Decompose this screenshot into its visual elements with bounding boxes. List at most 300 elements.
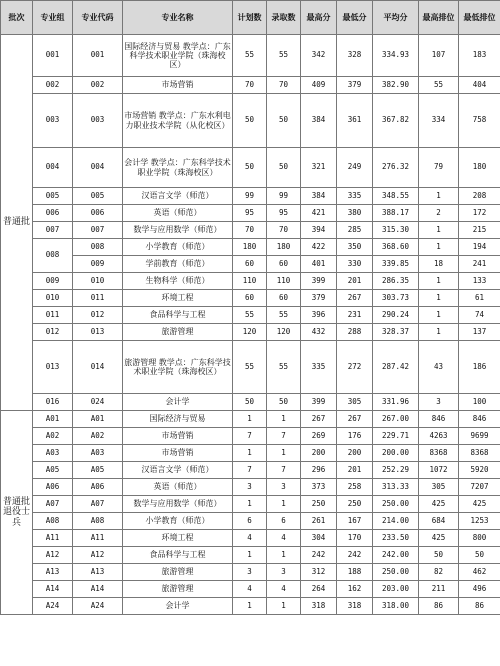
group-cell: 016 — [33, 394, 73, 411]
avg-score-cell: 286.35 — [373, 273, 419, 290]
table-row — [1, 188, 500, 205]
max-score-cell: 373 — [301, 479, 337, 496]
plan-cell: 4 — [233, 581, 267, 598]
plan-cell: 3 — [233, 479, 267, 496]
max-score-cell: 264 — [301, 581, 337, 598]
group-cell: A01 — [33, 411, 73, 428]
admit-cell: 99 — [267, 188, 301, 205]
header-max-rank: 最高排位 — [419, 1, 459, 35]
table-row — [1, 77, 500, 94]
min-score-cell: 200 — [337, 445, 373, 462]
avg-score-cell: 331.96 — [373, 394, 419, 411]
table-row — [1, 598, 500, 615]
admit-cell: 1 — [267, 547, 301, 564]
admit-cell: 3 — [267, 479, 301, 496]
group-cell: A03 — [33, 445, 73, 462]
table-row — [1, 547, 500, 564]
min-rank-cell: 61 — [459, 290, 500, 307]
max-score-cell: 432 — [301, 324, 337, 341]
table-row — [1, 428, 500, 445]
max-rank-cell: 846 — [419, 411, 459, 428]
admit-cell: 70 — [267, 222, 301, 239]
avg-score-cell: 200.00 — [373, 445, 419, 462]
group-cell: 011 — [33, 307, 73, 324]
max-rank-cell: 1 — [419, 307, 459, 324]
max-score-cell: 342 — [301, 35, 337, 77]
max-rank-cell: 107 — [419, 35, 459, 77]
max-rank-cell: 684 — [419, 513, 459, 530]
table-row — [1, 307, 500, 324]
group-cell: 006 — [33, 205, 73, 222]
admit-cell: 55 — [267, 307, 301, 324]
batch-cell: 普通批 — [1, 35, 33, 411]
avg-score-cell: 318.00 — [373, 598, 419, 615]
min-score-cell: 258 — [337, 479, 373, 496]
avg-score-cell: 276.32 — [373, 148, 419, 188]
code-cell: 004 — [73, 148, 123, 188]
max-score-cell: 421 — [301, 205, 337, 222]
plan-cell: 70 — [233, 222, 267, 239]
avg-score-cell: 382.90 — [373, 77, 419, 94]
max-score-cell: 399 — [301, 273, 337, 290]
min-rank-cell: 180 — [459, 148, 500, 188]
avg-score-cell: 334.93 — [373, 35, 419, 77]
min-score-cell: 379 — [337, 77, 373, 94]
max-score-cell: 296 — [301, 462, 337, 479]
max-score-cell: 250 — [301, 496, 337, 513]
min-score-cell: 350 — [337, 239, 373, 256]
plan-cell: 50 — [233, 148, 267, 188]
code-cell: A08 — [73, 513, 123, 530]
plan-cell: 55 — [233, 35, 267, 77]
header-plan: 计划数 — [233, 1, 267, 35]
major-cell: 市场营销 — [123, 445, 233, 462]
max-rank-cell: 18 — [419, 256, 459, 273]
group-cell: 002 — [33, 77, 73, 94]
max-rank-cell: 211 — [419, 581, 459, 598]
min-rank-cell: 208 — [459, 188, 500, 205]
group-cell: A08 — [33, 513, 73, 530]
plan-cell: 1 — [233, 547, 267, 564]
max-rank-cell: 82 — [419, 564, 459, 581]
table-row — [1, 205, 500, 222]
major-cell: 生物科学（师范） — [123, 273, 233, 290]
major-cell: 市场营销 — [123, 428, 233, 445]
admit-cell: 70 — [267, 77, 301, 94]
group-cell: A11 — [33, 530, 73, 547]
min-rank-cell: 86 — [459, 598, 500, 615]
avg-score-cell: 290.24 — [373, 307, 419, 324]
major-cell: 旅游管理 — [123, 324, 233, 341]
admit-cell: 180 — [267, 239, 301, 256]
header-min-rank: 最低排位 — [459, 1, 500, 35]
max-score-cell: 384 — [301, 188, 337, 205]
min-rank-cell: 50 — [459, 547, 500, 564]
code-cell: A06 — [73, 479, 123, 496]
code-cell: A01 — [73, 411, 123, 428]
max-rank-cell: 1 — [419, 290, 459, 307]
major-cell: 旅游管理 — [123, 581, 233, 598]
code-cell: 012 — [73, 307, 123, 324]
min-score-cell: 249 — [337, 148, 373, 188]
code-cell: A05 — [73, 462, 123, 479]
table-row — [1, 341, 500, 394]
group-cell: A07 — [33, 496, 73, 513]
max-rank-cell: 4263 — [419, 428, 459, 445]
avg-score-cell: 303.73 — [373, 290, 419, 307]
admit-cell: 95 — [267, 205, 301, 222]
max-score-cell: 384 — [301, 94, 337, 148]
table-row — [1, 256, 500, 273]
table-row — [1, 324, 500, 341]
admit-cell: 3 — [267, 564, 301, 581]
max-score-cell: 200 — [301, 445, 337, 462]
table-row — [1, 222, 500, 239]
min-score-cell: 305 — [337, 394, 373, 411]
major-cell: 英语（师范） — [123, 479, 233, 496]
min-rank-cell: 8368 — [459, 445, 500, 462]
group-cell: 007 — [33, 222, 73, 239]
major-cell: 食品科学与工程 — [123, 547, 233, 564]
max-rank-cell: 1072 — [419, 462, 459, 479]
header-row — [1, 1, 500, 35]
table-row — [1, 581, 500, 598]
min-rank-cell: 100 — [459, 394, 500, 411]
min-score-cell: 167 — [337, 513, 373, 530]
table-row — [1, 513, 500, 530]
table-row — [1, 35, 500, 77]
max-score-cell: 394 — [301, 222, 337, 239]
avg-score-cell: 267.00 — [373, 411, 419, 428]
plan-cell: 1 — [233, 598, 267, 615]
code-cell: 008 — [73, 239, 123, 256]
table-row — [1, 496, 500, 513]
group-cell: A05 — [33, 462, 73, 479]
admit-cell: 4 — [267, 581, 301, 598]
admit-cell: 1 — [267, 411, 301, 428]
max-rank-cell: 334 — [419, 94, 459, 148]
admit-cell: 6 — [267, 513, 301, 530]
min-rank-cell: 496 — [459, 581, 500, 598]
min-score-cell: 162 — [337, 581, 373, 598]
min-score-cell: 188 — [337, 564, 373, 581]
table-row — [1, 290, 500, 307]
header-code: 专业代码 — [73, 1, 123, 35]
major-cell: 环境工程 — [123, 530, 233, 547]
min-rank-cell: 9699 — [459, 428, 500, 445]
min-rank-cell: 183 — [459, 35, 500, 77]
admit-cell: 1 — [267, 496, 301, 513]
min-score-cell: 380 — [337, 205, 373, 222]
avg-score-cell: 229.71 — [373, 428, 419, 445]
min-score-cell: 201 — [337, 273, 373, 290]
group-cell: 004 — [33, 148, 73, 188]
avg-score-cell: 339.85 — [373, 256, 419, 273]
max-rank-cell: 425 — [419, 530, 459, 547]
admit-cell: 60 — [267, 256, 301, 273]
header-min-score: 最低分 — [337, 1, 373, 35]
major-cell: 旅游管理 — [123, 564, 233, 581]
min-score-cell: 285 — [337, 222, 373, 239]
major-cell: 食品科学与工程 — [123, 307, 233, 324]
min-score-cell: 201 — [337, 462, 373, 479]
plan-cell: 60 — [233, 290, 267, 307]
plan-cell: 55 — [233, 307, 267, 324]
max-rank-cell: 79 — [419, 148, 459, 188]
max-score-cell: 261 — [301, 513, 337, 530]
code-cell: A12 — [73, 547, 123, 564]
max-rank-cell: 8368 — [419, 445, 459, 462]
min-score-cell: 335 — [337, 188, 373, 205]
header-major: 专业名称 — [123, 1, 233, 35]
plan-cell: 1 — [233, 496, 267, 513]
code-cell: 005 — [73, 188, 123, 205]
max-score-cell: 409 — [301, 77, 337, 94]
table-row — [1, 94, 500, 148]
min-score-cell: 318 — [337, 598, 373, 615]
table-row — [1, 479, 500, 496]
min-rank-cell: 186 — [459, 341, 500, 394]
plan-cell: 7 — [233, 462, 267, 479]
plan-cell: 1 — [233, 445, 267, 462]
major-cell: 旅游管理 教学点：广东科学技术职业学院（珠海校区） — [123, 341, 233, 394]
max-rank-cell: 1 — [419, 273, 459, 290]
group-cell: A14 — [33, 581, 73, 598]
max-score-cell: 242 — [301, 547, 337, 564]
code-cell: 006 — [73, 205, 123, 222]
min-rank-cell: 7207 — [459, 479, 500, 496]
admit-cell: 50 — [267, 148, 301, 188]
table-row — [1, 564, 500, 581]
min-score-cell: 267 — [337, 411, 373, 428]
major-cell: 汉语言文学（师范） — [123, 462, 233, 479]
avg-score-cell: 203.00 — [373, 581, 419, 598]
code-cell: 001 — [73, 35, 123, 77]
major-cell: 环境工程 — [123, 290, 233, 307]
major-cell: 数学与应用数学（师范） — [123, 496, 233, 513]
batch-cell: 普通批退役士兵 — [1, 411, 33, 615]
code-cell: A24 — [73, 598, 123, 615]
min-score-cell: 330 — [337, 256, 373, 273]
table-row — [1, 445, 500, 462]
min-score-cell: 328 — [337, 35, 373, 77]
min-rank-cell: 758 — [459, 94, 500, 148]
group-cell: 009 — [33, 273, 73, 290]
table-body — [1, 35, 500, 615]
table-row — [1, 148, 500, 188]
min-rank-cell: 194 — [459, 239, 500, 256]
avg-score-cell: 388.17 — [373, 205, 419, 222]
max-score-cell: 269 — [301, 428, 337, 445]
plan-cell: 95 — [233, 205, 267, 222]
code-cell: 010 — [73, 273, 123, 290]
plan-cell: 4 — [233, 530, 267, 547]
admit-cell: 60 — [267, 290, 301, 307]
max-score-cell: 318 — [301, 598, 337, 615]
avg-score-cell: 368.60 — [373, 239, 419, 256]
admit-cell: 110 — [267, 273, 301, 290]
major-cell: 英语（师范） — [123, 205, 233, 222]
admit-cell: 7 — [267, 428, 301, 445]
header-admit: 录取数 — [267, 1, 301, 35]
max-rank-cell: 86 — [419, 598, 459, 615]
admit-cell: 7 — [267, 462, 301, 479]
avg-score-cell: 315.30 — [373, 222, 419, 239]
group-cell: A06 — [33, 479, 73, 496]
group-cell: 005 — [33, 188, 73, 205]
code-cell: 011 — [73, 290, 123, 307]
code-cell: 009 — [73, 256, 123, 273]
major-cell: 会计学 — [123, 394, 233, 411]
avg-score-cell: 367.82 — [373, 94, 419, 148]
plan-cell: 7 — [233, 428, 267, 445]
plan-cell: 55 — [233, 341, 267, 394]
plan-cell: 180 — [233, 239, 267, 256]
avg-score-cell: 242.00 — [373, 547, 419, 564]
major-cell: 市场营销 — [123, 77, 233, 94]
min-rank-cell: 137 — [459, 324, 500, 341]
min-score-cell: 288 — [337, 324, 373, 341]
max-score-cell: 399 — [301, 394, 337, 411]
group-cell: 001 — [33, 35, 73, 77]
max-rank-cell: 55 — [419, 77, 459, 94]
min-score-cell: 176 — [337, 428, 373, 445]
min-score-cell: 250 — [337, 496, 373, 513]
min-score-cell: 272 — [337, 341, 373, 394]
major-cell: 市场营销 教学点：广东水利电力职业技术学院（从化校区） — [123, 94, 233, 148]
admit-cell: 50 — [267, 394, 301, 411]
table-row — [1, 394, 500, 411]
header-avg-score: 平均分 — [373, 1, 419, 35]
avg-score-cell: 250.00 — [373, 496, 419, 513]
plan-cell: 50 — [233, 394, 267, 411]
table-row — [1, 273, 500, 290]
group-cell: 010 — [33, 290, 73, 307]
avg-score-cell: 328.37 — [373, 324, 419, 341]
plan-cell: 120 — [233, 324, 267, 341]
min-rank-cell: 462 — [459, 564, 500, 581]
min-rank-cell: 800 — [459, 530, 500, 547]
max-score-cell: 422 — [301, 239, 337, 256]
avg-score-cell: 233.50 — [373, 530, 419, 547]
max-rank-cell: 1 — [419, 239, 459, 256]
avg-score-cell: 214.00 — [373, 513, 419, 530]
code-cell: 024 — [73, 394, 123, 411]
group-cell: A13 — [33, 564, 73, 581]
major-cell: 国际经济与贸易 — [123, 411, 233, 428]
code-cell: A02 — [73, 428, 123, 445]
major-cell: 会计学 教学点：广东科学技术职业学院（珠海校区） — [123, 148, 233, 188]
min-rank-cell: 425 — [459, 496, 500, 513]
group-cell: 003 — [33, 94, 73, 148]
major-cell: 会计学 — [123, 598, 233, 615]
min-score-cell: 267 — [337, 290, 373, 307]
group-cell: 013 — [33, 341, 73, 394]
max-rank-cell: 2 — [419, 205, 459, 222]
avg-score-cell: 348.55 — [373, 188, 419, 205]
max-rank-cell: 43 — [419, 341, 459, 394]
code-cell: 003 — [73, 94, 123, 148]
plan-cell: 60 — [233, 256, 267, 273]
major-cell: 国际经济与贸易 教学点：广东科学技术职业学院（珠海校区） — [123, 35, 233, 77]
admit-cell: 55 — [267, 341, 301, 394]
max-score-cell: 379 — [301, 290, 337, 307]
plan-cell: 110 — [233, 273, 267, 290]
max-rank-cell: 1 — [419, 324, 459, 341]
code-cell: A03 — [73, 445, 123, 462]
min-score-cell: 170 — [337, 530, 373, 547]
min-rank-cell: 241 — [459, 256, 500, 273]
avg-score-cell: 287.42 — [373, 341, 419, 394]
group-cell: 012 — [33, 324, 73, 341]
code-cell: 002 — [73, 77, 123, 94]
max-rank-cell: 305 — [419, 479, 459, 496]
min-score-cell: 361 — [337, 94, 373, 148]
table-row — [1, 530, 500, 547]
code-cell: 007 — [73, 222, 123, 239]
admit-cell: 50 — [267, 94, 301, 148]
group-cell: A12 — [33, 547, 73, 564]
admit-cell: 120 — [267, 324, 301, 341]
major-cell: 学前教育（师范） — [123, 256, 233, 273]
min-rank-cell: 846 — [459, 411, 500, 428]
min-rank-cell: 404 — [459, 77, 500, 94]
max-rank-cell: 50 — [419, 547, 459, 564]
table-row — [1, 411, 500, 428]
max-score-cell: 396 — [301, 307, 337, 324]
admit-cell: 4 — [267, 530, 301, 547]
plan-cell: 6 — [233, 513, 267, 530]
max-score-cell: 312 — [301, 564, 337, 581]
major-cell: 小学教育（师范） — [123, 513, 233, 530]
min-rank-cell: 172 — [459, 205, 500, 222]
code-cell: A13 — [73, 564, 123, 581]
header-max-score: 最高分 — [301, 1, 337, 35]
min-rank-cell: 215 — [459, 222, 500, 239]
max-score-cell: 335 — [301, 341, 337, 394]
avg-score-cell: 250.00 — [373, 564, 419, 581]
min-rank-cell: 5920 — [459, 462, 500, 479]
code-cell: A11 — [73, 530, 123, 547]
max-rank-cell: 1 — [419, 222, 459, 239]
plan-cell: 70 — [233, 77, 267, 94]
avg-score-cell: 252.29 — [373, 462, 419, 479]
group-cell: A24 — [33, 598, 73, 615]
min-rank-cell: 1253 — [459, 513, 500, 530]
max-rank-cell: 3 — [419, 394, 459, 411]
max-score-cell: 401 — [301, 256, 337, 273]
min-rank-cell: 133 — [459, 273, 500, 290]
avg-score-cell: 313.33 — [373, 479, 419, 496]
max-score-cell: 304 — [301, 530, 337, 547]
code-cell: 014 — [73, 341, 123, 394]
plan-cell: 1 — [233, 411, 267, 428]
major-cell: 小学教育（师范） — [123, 239, 233, 256]
code-cell: 013 — [73, 324, 123, 341]
plan-cell: 99 — [233, 188, 267, 205]
min-score-cell: 242 — [337, 547, 373, 564]
group-cell: A02 — [33, 428, 73, 445]
code-cell: A07 — [73, 496, 123, 513]
group-cell: 008 — [33, 239, 73, 273]
header-batch: 批次 — [1, 1, 33, 35]
table-row — [1, 462, 500, 479]
header-group: 专业组 — [33, 1, 73, 35]
code-cell: A14 — [73, 581, 123, 598]
max-score-cell: 267 — [301, 411, 337, 428]
max-rank-cell: 425 — [419, 496, 459, 513]
major-cell: 汉语言文学（师范） — [123, 188, 233, 205]
